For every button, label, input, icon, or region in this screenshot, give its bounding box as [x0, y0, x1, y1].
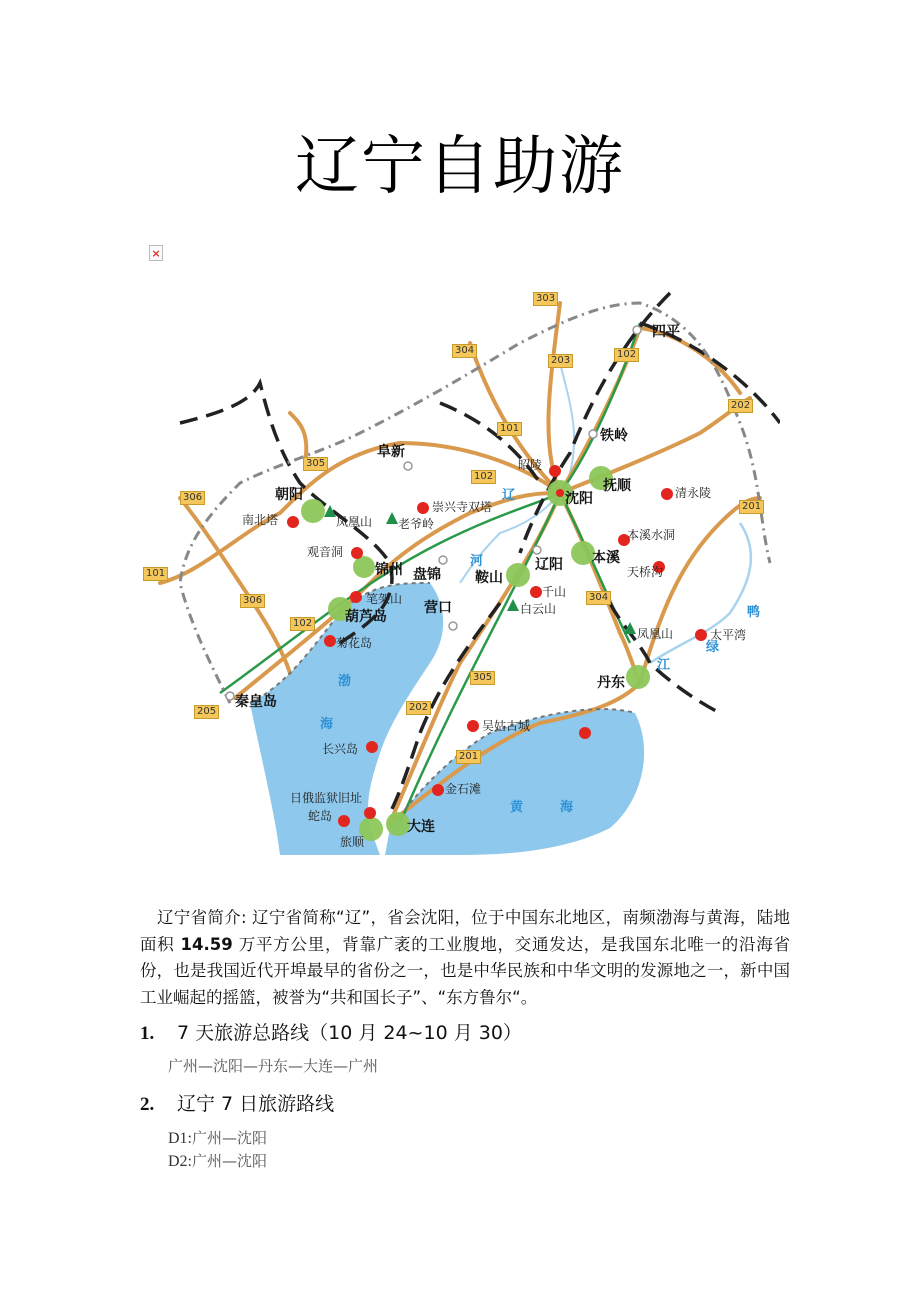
poi-label: 清永陵: [675, 486, 712, 500]
section-1-title: 7 天旅游总路线（10 月 24~10 月 30）: [177, 1022, 522, 1044]
page-title: 辽宁自助游: [295, 130, 625, 204]
city-label: 盘锦: [413, 567, 441, 583]
poi-label: 南北塔: [242, 513, 279, 527]
section-1-heading: [140, 1018, 522, 1045]
province-intro-paragraph: [140, 905, 790, 1011]
poi-label: 吴姑古城: [482, 719, 531, 733]
section-1-number: 1.: [140, 1023, 155, 1044]
poi-label: 千山: [542, 585, 567, 599]
poi-label: 太平湾: [710, 628, 747, 642]
intro-rest-text: 万平方公里，背靠广袤的工业腹地，交通发达，是我国东北唯一的沿海省份，也是我国近代开埠最早的省份之一，也是中华民族和中华文明的发源地之一，新中国工业崛起的摇篮，被誉为“共和国长子”、“东方鲁尔“。: [140, 934, 790, 1007]
route-shield: 201: [739, 500, 764, 514]
water-label: 江: [657, 658, 671, 673]
poi-label: 天桥沟: [627, 565, 664, 579]
poi-label: 金石滩: [445, 782, 482, 796]
route-shield: 305: [303, 457, 328, 471]
city-label: 锦州: [375, 562, 403, 578]
poi-label: 凤凰山: [637, 627, 674, 641]
poi-label: 本溪水洞: [627, 528, 676, 542]
route-shield: 205: [194, 705, 219, 719]
city-label: 辽阳: [535, 557, 563, 573]
day-2-route: [168, 1150, 267, 1171]
route-shield: 305: [470, 671, 495, 685]
city-label: 大连: [407, 819, 435, 835]
city-label: 四平: [652, 324, 680, 340]
city-label: 抚顺: [603, 478, 631, 494]
water-label: 海: [320, 717, 334, 732]
water-label: 河: [470, 554, 484, 569]
route-shield: 102: [290, 617, 315, 631]
liaoning-travel-map: [140, 283, 780, 855]
poi-label: 昭陵: [518, 458, 543, 472]
route-shield: 306: [180, 491, 205, 505]
city-label: 营口: [424, 600, 452, 616]
city-label: 鞍山: [475, 570, 503, 586]
city-label: 丹东: [597, 675, 625, 691]
day-1-route-text: 广州—沈阳: [192, 1129, 268, 1147]
day-2-route-text: 广州—沈阳: [192, 1152, 268, 1170]
intro-lead-text: 辽宁省简介: 辽宁省简称“辽”，省会沈阳，位于中国东北地区，南频渤海与黄海，陆地面积: [140, 908, 790, 954]
route-shield: 304: [586, 591, 611, 605]
water-label: 辽: [502, 488, 516, 503]
broken-image-icon: ×: [149, 245, 163, 261]
poi-label: 崇兴寺双塔: [432, 500, 493, 514]
city-label: 沈阳: [565, 491, 593, 507]
city-label: 阜新: [377, 444, 405, 460]
poi-label: 蛇岛: [308, 809, 333, 823]
day-2-label: D2:: [168, 1153, 192, 1170]
poi-label: 日俄监狱旧址: [290, 791, 363, 805]
poi-label: 笔架山: [366, 592, 403, 606]
poi-label: 长兴岛: [322, 742, 359, 756]
route-shield: 101: [143, 567, 168, 581]
route-shield: 102: [614, 348, 639, 362]
route-shield: 201: [456, 750, 481, 764]
section-2-heading: [140, 1089, 334, 1116]
water-label: 黄: [510, 800, 524, 815]
poi-label: 凤凰山: [336, 515, 373, 529]
day-1-route: [168, 1127, 267, 1148]
route-shield: 202: [406, 701, 431, 715]
route-shield: 202: [728, 399, 753, 413]
route-shield: 102: [471, 470, 496, 484]
poi-label: 菊花岛: [336, 636, 373, 650]
poi-label: 老爷岭: [398, 517, 435, 531]
route-shield: 101: [497, 422, 522, 436]
section-2-number: 2.: [140, 1094, 155, 1115]
day-1-label: D1:: [168, 1130, 192, 1147]
water-label: 海: [560, 800, 574, 815]
poi-label: 旅顺: [340, 835, 365, 849]
route-shield: 304: [452, 344, 477, 358]
route-shield: 306: [240, 594, 265, 608]
intro-area-value: 14.59: [180, 934, 233, 954]
water-label: 渤: [338, 674, 352, 689]
city-label: 葫芦岛: [345, 609, 387, 625]
route-shield: 203: [548, 354, 573, 368]
poi-label: 白云山: [520, 602, 557, 616]
water-label: 鸭: [747, 605, 761, 620]
route-shield: 303: [533, 292, 558, 306]
city-label: 秦皇岛: [235, 694, 277, 710]
overall-route: 广州—沈阳—丹东—大连—广州: [168, 1057, 379, 1075]
city-label: 朝阳: [275, 487, 303, 503]
section-2-title: 辽宁 7 日旅游路线: [177, 1093, 335, 1115]
map-graphic: [140, 283, 780, 855]
city-label: 本溪: [592, 550, 620, 566]
poi-label: 观音洞: [307, 545, 344, 559]
water-label: 绿: [706, 640, 720, 655]
city-label: 铁岭: [600, 428, 628, 444]
